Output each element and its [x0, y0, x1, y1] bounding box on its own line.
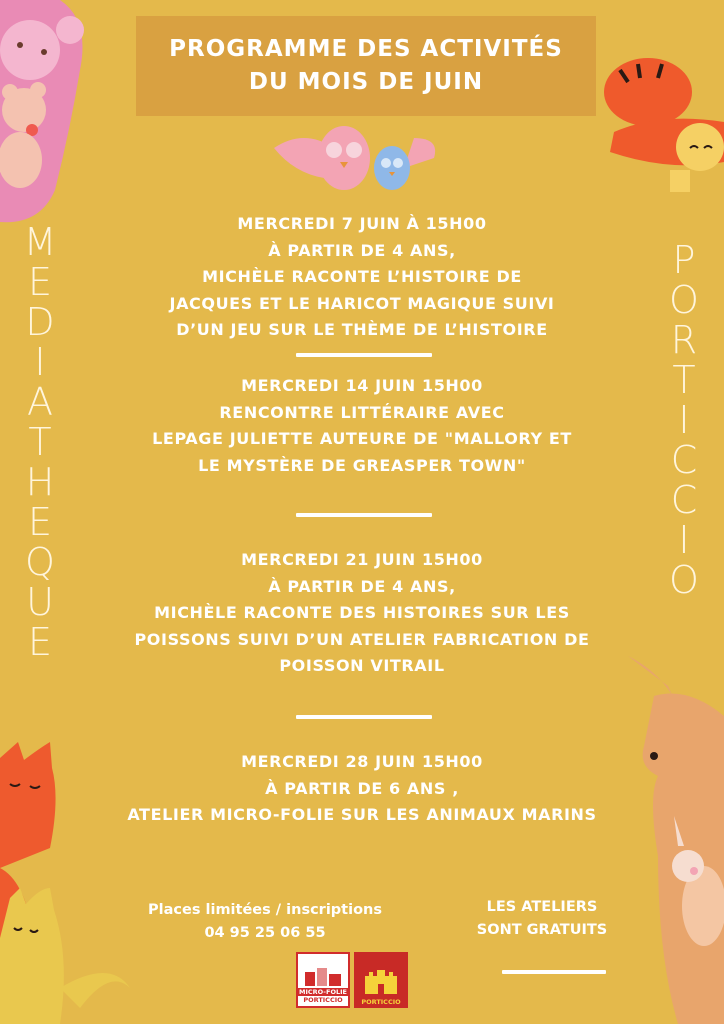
event-line: LE MYSTÈRE DE GREASPER TOWN" — [198, 455, 526, 475]
event-line: À PARTIR DE 6 ANS , — [265, 778, 459, 798]
event-line: MICHÈLE RACONTE L’HISTOIRE DE — [202, 267, 522, 286]
event-line: LEPAGE JULIETTE AUTEURE DE "MALLORY ET — [152, 429, 572, 448]
letter: E — [27, 620, 52, 664]
registration-info — [130, 899, 400, 945]
letter: O — [669, 278, 699, 322]
kangaroo-illustration — [628, 656, 724, 1024]
event-line: D’UN JEU SUR LE THÈME DE L’HISTOIRE — [176, 320, 548, 339]
event-june-28 — [100, 749, 624, 829]
mediatheque-vertical-word — [18, 222, 62, 662]
micro-folie-icon — [303, 966, 343, 988]
letter: R — [670, 318, 698, 362]
event-line: POISSON VITRAIL — [279, 656, 445, 675]
micro-folie-name: MICRO-FOLIE — [299, 988, 347, 996]
castle-icon — [361, 964, 401, 998]
event-line: JACQUES ET LE HARICOT MAGIQUE SUIVI — [169, 293, 555, 313]
event-line: RENCONTRE LITTÉRAIRE AVEC — [219, 402, 505, 422]
letter: I — [678, 398, 690, 442]
title-banner — [136, 16, 596, 116]
letter: A — [27, 380, 53, 424]
event-line: À PARTIR DE 4 ANS, — [268, 576, 456, 596]
divider — [296, 513, 432, 517]
event-line: MERCREDI 7 JUIN À 15H00 — [237, 214, 487, 233]
micro-folie-logo — [296, 952, 350, 1008]
title-line-1: PROGRAMME DES ACTIVITÉS — [169, 36, 563, 62]
event-june-7 — [100, 211, 624, 344]
letter: C — [670, 478, 698, 522]
event-line: MERCREDI 28 JUIN 15H00 — [241, 752, 483, 771]
event-june-21 — [100, 547, 624, 680]
event-june-14 — [100, 373, 624, 479]
letter: O — [669, 558, 699, 602]
letter: Q — [25, 540, 55, 584]
letter: I — [34, 340, 46, 384]
letter: H — [25, 460, 55, 504]
free-workshops-note — [462, 896, 622, 942]
tiger-illustration — [600, 52, 724, 192]
event-line: MERCREDI 21 JUIN 15H00 — [241, 550, 483, 569]
micro-folie-place: PORTICCIO — [303, 996, 343, 1004]
event-line: ATELIER MICRO-FOLIE SUR LES ANIMAUX MARINS — [127, 805, 597, 824]
divider — [296, 353, 432, 357]
divider — [296, 715, 432, 719]
divider — [502, 970, 606, 974]
letter: E — [27, 260, 52, 304]
event-line: À PARTIR DE 4 ANS, — [268, 240, 456, 260]
bear-illustration — [0, 0, 100, 230]
places-limited-text: Places limitées / inscriptions — [148, 902, 382, 918]
porticcio-vertical-word — [662, 240, 706, 600]
event-line: MERCREDI 14 JUIN 15H00 — [241, 376, 483, 395]
commune-place: PORTICCIO — [361, 998, 401, 1006]
letter: T — [672, 358, 696, 402]
letter: E — [27, 500, 52, 544]
letter: T — [28, 420, 52, 464]
owls-illustration — [274, 118, 440, 198]
commune-logo — [354, 952, 408, 1008]
letter: C — [670, 438, 698, 482]
event-line: MICHÈLE RACONTE DES HISTOIRES SUR LES — [154, 603, 570, 622]
letter: D — [25, 300, 55, 344]
free-line-1: LES ATELIERS — [486, 899, 598, 915]
letter: P — [672, 238, 696, 282]
letter: M — [23, 220, 57, 264]
phone-number: 04 95 25 06 55 — [204, 925, 326, 941]
free-line-2: SONT GRATUITS — [476, 922, 608, 938]
event-line: POISSONS SUIVI D’UN ATELIER FABRICATION DE — [134, 629, 590, 649]
letter: I — [678, 518, 690, 562]
title-line-2: DU MOIS DE JUIN — [248, 69, 484, 95]
letter: U — [26, 580, 54, 624]
